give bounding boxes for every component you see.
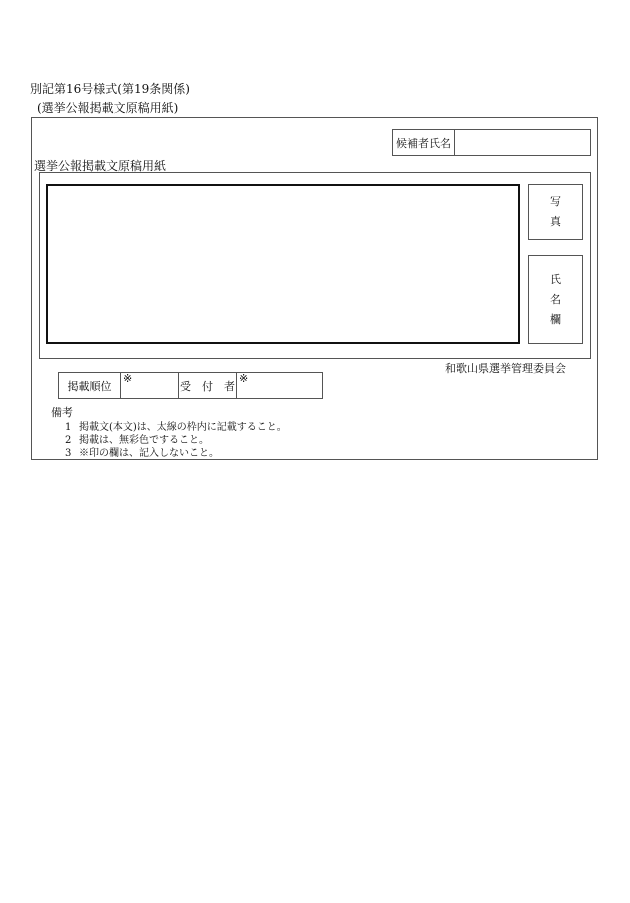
- note-text: 掲載は、無彩色ですること。: [79, 435, 209, 446]
- sheet-title: 選挙公報掲載文原稿用紙: [34, 159, 167, 173]
- note-text: ※印の欄は、記入しないこと。: [79, 448, 219, 459]
- committee-name: 和歌山県選挙管理委員会: [445, 362, 566, 375]
- note-number: 3: [65, 448, 72, 459]
- name-column-box: [528, 255, 583, 344]
- note-item: [65, 444, 219, 459]
- rank-receiver-row: [58, 372, 323, 399]
- manuscript-text-area[interactable]: [46, 184, 520, 344]
- photo-char-1: 写: [550, 195, 561, 208]
- candidate-name-value[interactable]: [455, 130, 590, 155]
- note-text: 掲載文(本文)は、太線の枠内に記載すること。: [79, 422, 287, 433]
- photo-char-2: 真: [550, 215, 561, 228]
- rank-label: 掲載順位: [59, 373, 121, 398]
- candidate-name-field: [392, 129, 591, 156]
- note-number: 1: [65, 422, 72, 433]
- note-number: 2: [65, 435, 72, 446]
- name-char-2: 名: [550, 292, 561, 306]
- form-reference: 別記第16号様式(第19条関係): [30, 82, 190, 96]
- notes-title: 備考: [51, 406, 73, 419]
- name-char-1: 氏: [550, 272, 561, 286]
- form-name: (選挙公報掲載文原稿用紙): [37, 101, 179, 115]
- photo-box: [528, 184, 583, 240]
- candidate-name-label: 候補者氏名: [393, 130, 455, 155]
- receiver-label: 受 付 者: [179, 373, 237, 398]
- rank-mark: ※: [123, 372, 133, 385]
- name-char-3: 欄: [550, 312, 561, 326]
- receiver-mark: ※: [239, 372, 249, 385]
- rank-value-cell: [121, 373, 179, 398]
- receiver-value-cell: [237, 373, 322, 398]
